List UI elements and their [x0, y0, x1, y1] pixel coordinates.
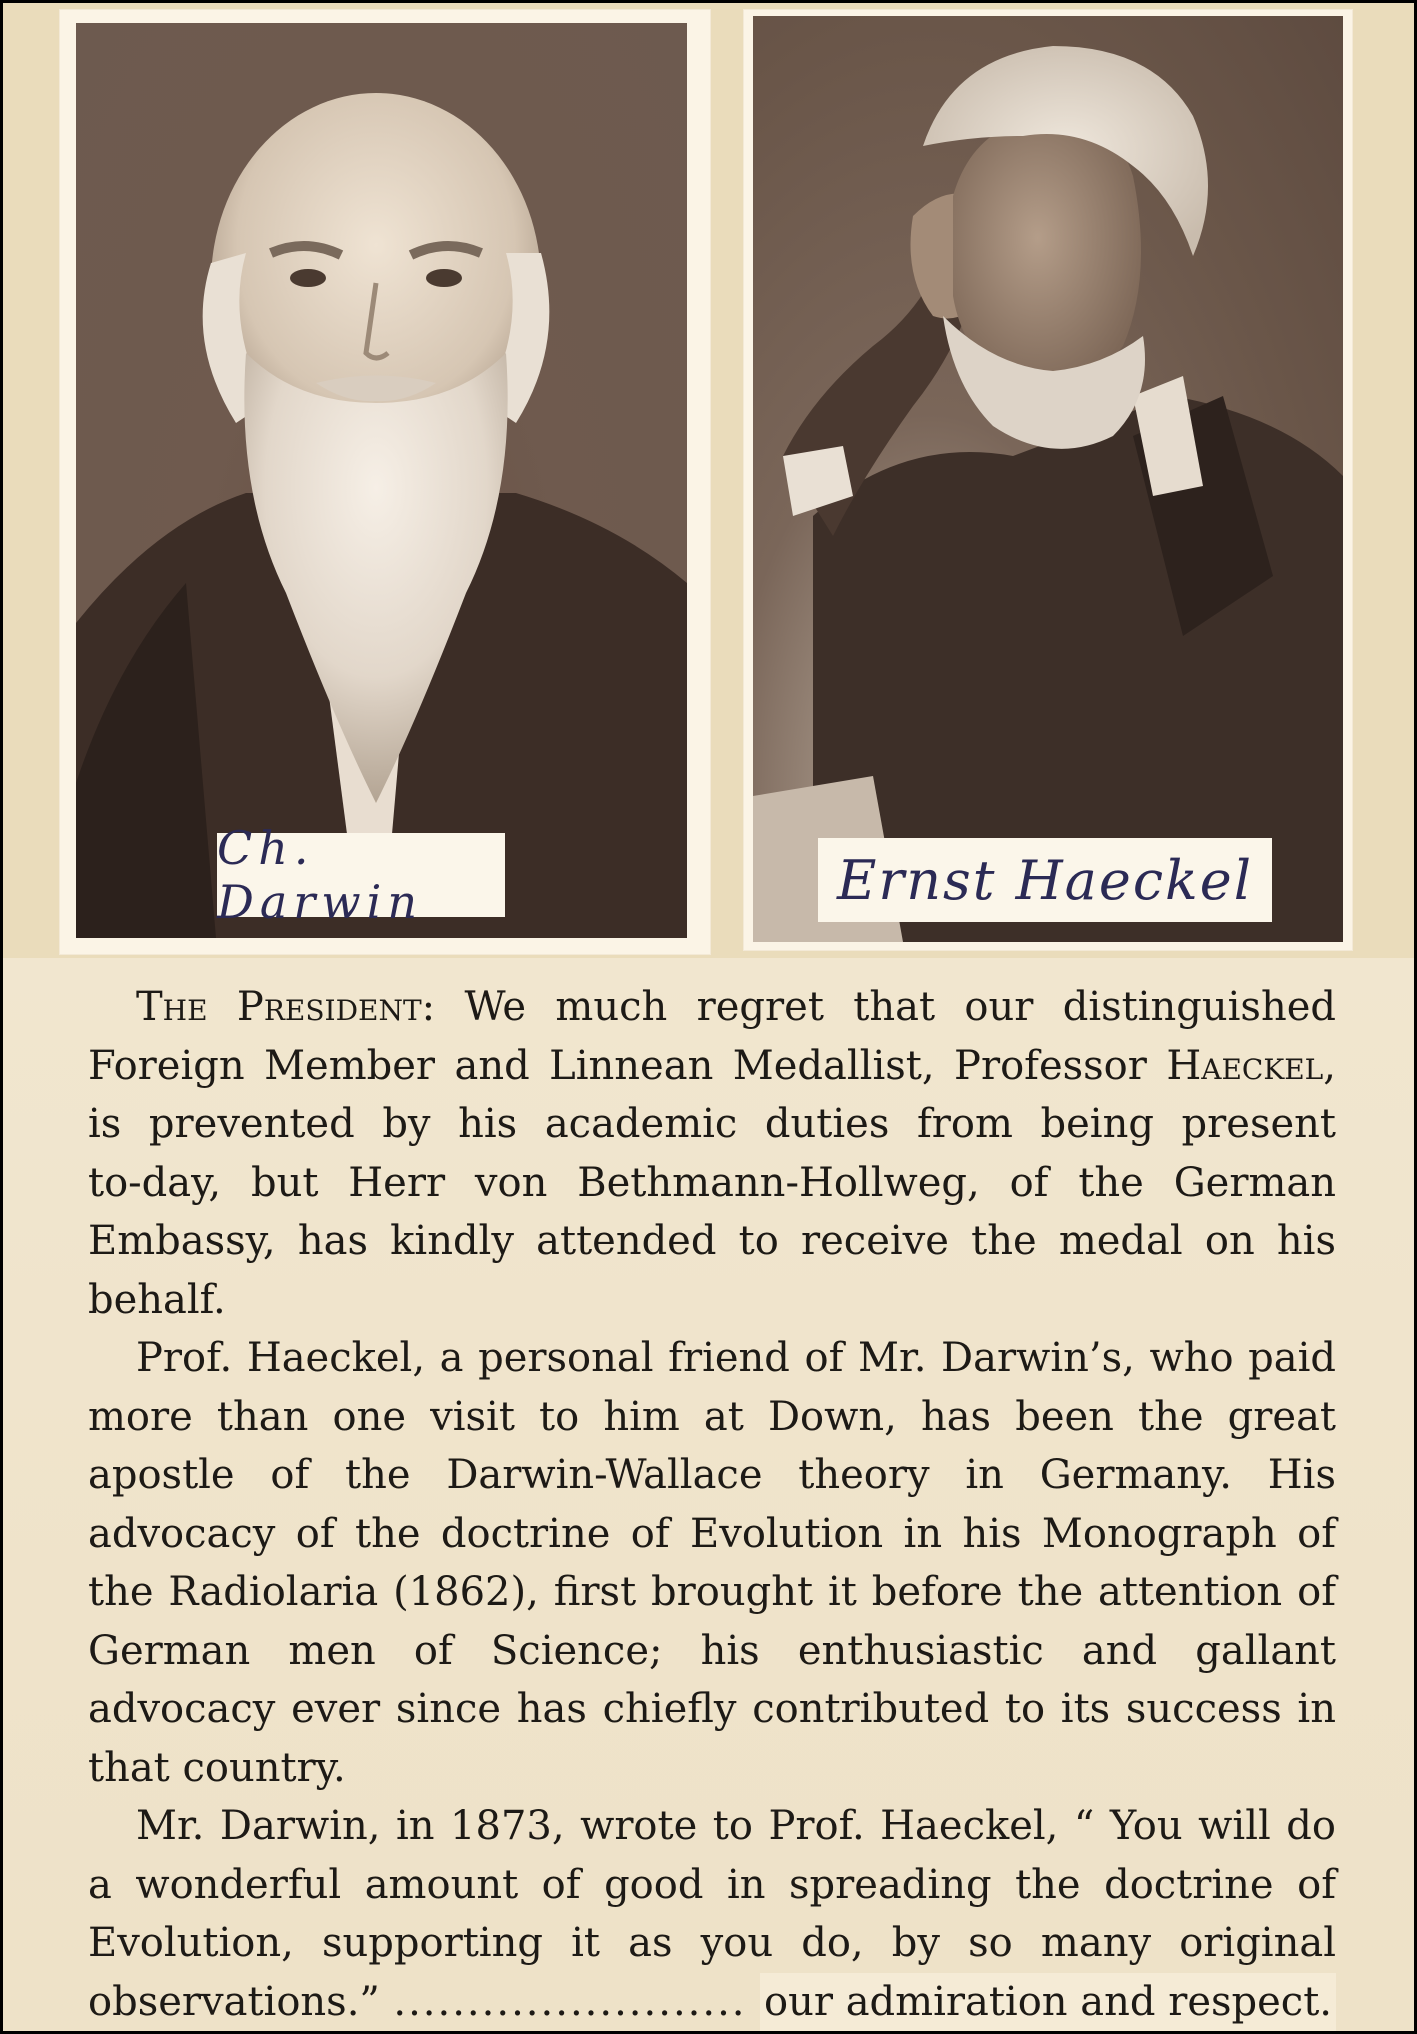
paragraph-2-line-8: that country.: [88, 1744, 346, 1791]
paragraph-1-line-3: is prevented by his academic duties from being present: [88, 1101, 1336, 1147]
address-text: [88, 978, 1336, 2031]
haeckel-portrait-mount: [743, 9, 1353, 951]
darwin-portrait-mount: [59, 9, 711, 955]
paragraph-3-line-1: Mr. Darwin, in 1873, wrote to Prof. Haeckel, “ You will do: [136, 1803, 1336, 1849]
paragraph-3-line-2: a wonderful amount of good in spreading the doctrine of: [88, 1861, 1336, 1908]
paragraph-1-line-5: Embassy, has kindly attended to receive the medal on his: [88, 1218, 1336, 1264]
omission-ellipsis: ........................: [393, 1978, 747, 2025]
darwin-portrait-illustration: [76, 23, 687, 938]
haeckel-name: Haeckel: [1166, 1042, 1324, 1089]
paragraph-2-line-3: apostle of the Darwin-Wallace theory in Germany. His: [88, 1452, 1336, 1498]
paragraph-2-line-7: advocacy ever since has chiefly contributed to its success in: [88, 1686, 1336, 1732]
darwin-portrait-photo: [76, 23, 687, 938]
quote-end: observations.”: [88, 1978, 380, 2025]
paragraph-2-line-5: the Radiolaria (1862), first brought it before the attention of: [88, 1569, 1336, 1615]
paragraph-3-final-line: [88, 1973, 1336, 2032]
haeckel-signature: Ernst Haeckel: [818, 838, 1272, 922]
paragraph-1-line-1: The President: We much regret that our distinguished: [136, 984, 1337, 1030]
paragraph-1-line-6: behalf.: [88, 1276, 226, 1323]
paragraph-2-line-1: Prof. Haeckel, a personal friend of Mr. Darwin’s, who paid: [136, 1335, 1336, 1381]
haeckel-portrait-illustration: [753, 16, 1343, 942]
paragraph-1-line-2: Foreign Member and Linnean Medallist, Professor Haeckel,: [88, 1042, 1336, 1089]
paragraph-2-line-6: German men of Science; his enthusiastic and gallant: [88, 1627, 1336, 1674]
closing-phrase: our admiration and respect.: [760, 1973, 1336, 2032]
haeckel-portrait-photo: [753, 16, 1343, 942]
paragraph-2-line-2: more than one visit to him at Down, has been the great: [88, 1393, 1336, 1440]
paragraph-1-line-4: to-day, but Herr von Bethmann-Hollweg, of the German: [88, 1159, 1336, 1206]
speaker-label: The President: [136, 984, 422, 1030]
darwin-signature: Ch. Darwin: [217, 833, 505, 917]
paragraph-2-line-4: advocacy of the doctrine of Evolution in his Monograph of: [88, 1510, 1336, 1557]
paragraph-3-line-3: Evolution, supporting it as you do, by so many original: [88, 1920, 1336, 1966]
